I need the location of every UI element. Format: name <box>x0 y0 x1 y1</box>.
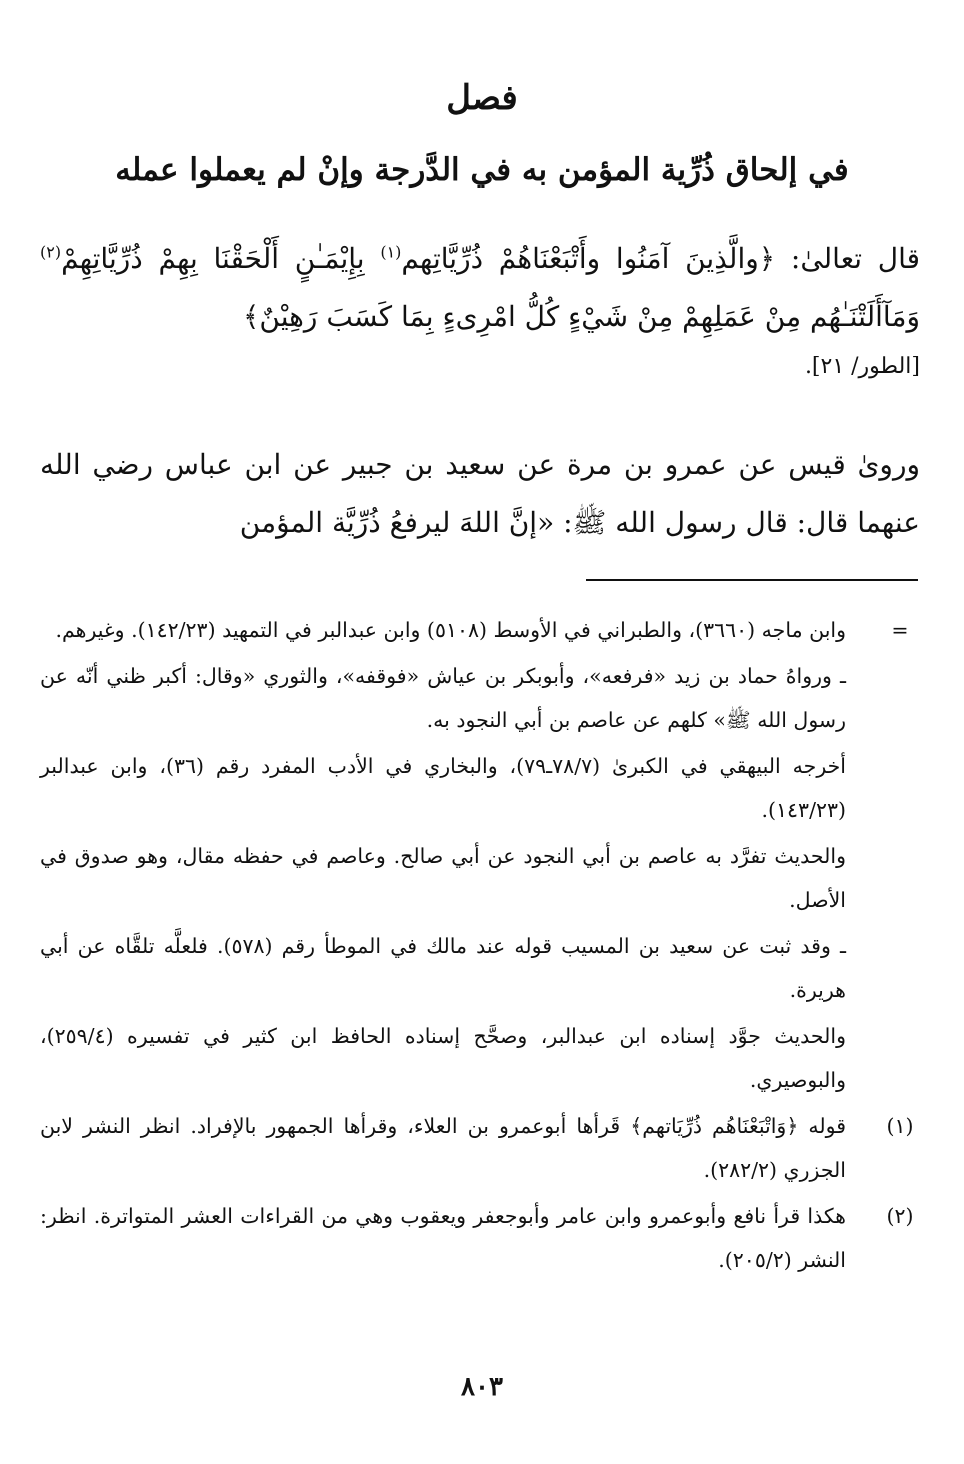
page-number: ٨٠٣ <box>461 1372 503 1402</box>
footnote-line: ـ وقد ثبت عن سعيد بن المسيب قوله عند مالك في الموطأ رقم (٥٧٨). فلعلَّه تلقَّاه عن أبي هريرة. <box>40 934 846 1002</box>
footnote-continuation-paragraph <box>40 1014 920 1102</box>
footnote-line: وابن ماجه (٣٦٦٠)، والطبراني في الأوسط (٥١٠٨) وابن عبدالبر في التمهيد (١٤٢/٢٣). وغيرهم. <box>55 618 846 642</box>
footnote-separator <box>586 579 918 581</box>
footnote-continuation-paragraph <box>40 654 920 742</box>
chapter-heading: فصل <box>446 78 518 118</box>
footnote-line: والحديث جوَّد إسناده ابن عبدالبر، وصحَّح إسناده الحافظ ابن كثير في تفسيره (٢٥٩/٤)، والبوصيري. <box>40 1024 846 1092</box>
footnote-text: قوله ﴿وَاتْبَعْنَاهُم ذُرِّيَاتهم﴾ قَرأها أبوعمرو بن العلاء، وقرأها الجمهور بالإفراد. انظر النشر لابن الجزري (٢٨٢/٢). <box>40 1114 846 1182</box>
footnote-text: هكذا قرأ نافع وأبوعمرو وابن عامر وأبوجعفر ويعقوب وهي من القراءات العشر المتواترة. انظر: النشر (٢٠٥/٢). <box>40 1204 846 1272</box>
footnote-continuation-paragraph <box>40 744 920 832</box>
footnotes-section <box>40 608 920 1282</box>
footnote-ref-2[interactable]: (٢) <box>40 242 62 262</box>
surah-reference: [الطور/ ٢١]. <box>804 354 920 379</box>
quran-verse-paragraph <box>40 230 920 384</box>
footnote-2 <box>40 1194 920 1282</box>
footnote-continuation-paragraph <box>40 834 920 922</box>
footnote-continuation <box>40 608 920 652</box>
section-subtitle: في إلحاق ذُرِّية المؤمن به في الدَّرجة وإنْ لم يعملوا عمله <box>115 152 849 188</box>
footnote-line: ـ ورواهُ حماد بن زيد «فرفعه»، وأبوبكر بن عياش «فوقفه»، والثوري «وقال: أكبر ظني أنّه عن رسول الله ﷺ» كلهم عن عاصم بن أبي النجود به. <box>40 664 846 732</box>
footnote-continuation-paragraph <box>40 924 920 1012</box>
footnote-number: (١) <box>886 1114 914 1138</box>
footnote-ref-1[interactable]: (١) <box>380 242 402 262</box>
verse-tail: وَمَآأَلَتْنَـٰهُم مِنْ عَمَلِهِمْ مِنْ شَيْءٍ كُلُّ امْرِىءٍ بِمَا كَسَبَ رَهِيْنٌ﴾ <box>242 300 920 333</box>
footnote-line: أخرجه البيهقي في الكبرىٰ (٧٨/٧ـ٧٩)، والبخاري في الأدب المفرد رقم (٣٦)، وابن عبدالبر (١٤٣/٢٣). <box>40 754 846 822</box>
continuation-mark: = <box>891 618 909 642</box>
footnote-number: (٢) <box>886 1204 914 1228</box>
footnote-1 <box>40 1104 920 1192</box>
verse-middle: بِإِيْمَـٰنٍ أَلْحَقْنَا بِهِمْ ذُرِّيَّاتِهِمْ <box>61 242 381 275</box>
footnote-line: والحديث تفرَّد به عاصم بن أبي النجود عن أبي صالح. وعاصم في حفظه مقال، وهو صدوق في الأصل. <box>40 844 846 912</box>
hadith-paragraph: ورویٰ قيس عن عمرو بن مرة عن سعيد بن جبير عن ابن عباس رضي الله عنهما قال: قال رسول الله ﷺ: «إنَّ اللهَ ليرفعُ ذُرِّيَّة المؤمن <box>40 448 920 539</box>
verse-lead: قال تعالىٰ: ﴿والَّذِينَ آمَنُوا وأَتْبَعْنَاهُمْ ذُرِّيَّاتِهم <box>401 242 920 275</box>
